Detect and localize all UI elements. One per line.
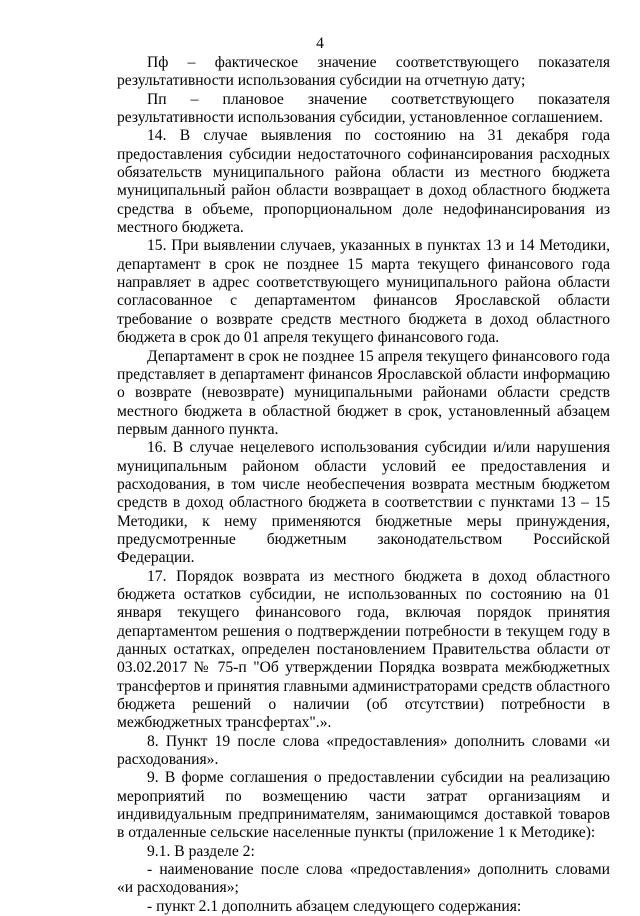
paragraph-name-amendment: - наименование после слова «предоставления» дополнить словами «и расходования»; bbox=[117, 861, 610, 897]
paragraph-14: 14. В случае выявления по состоянию на 31 декабря года предоставления субсидии недостаточного софинансирования расходных обязательств муниципального района области из местного бюджета муниципальный район области возвращает в доход областного бюджета средства в объеме, пропорциональном доле недофинансирования из местного бюджета. bbox=[117, 127, 610, 237]
paragraph-16: 16. В случае нецелевого использования субсидии и/или нарушения муниципальным районом области условий ее предоставления и расходования, в том числе необеспечения возврата местным бюджетом средств в доход областного бюджета в соответствии с пунктами 13 – 15 Методики, к нему применяются бюджетные меры принуждения, предусмотренные бюджетным законодательством Российской Федерации. bbox=[117, 439, 610, 567]
paragraph-15-department: Департамент в срок не позднее 15 апреля текущего финансового года представляет в департамент финансов Ярославской области информацию о возврате (невозврате) муниципальными районами области средств местного бюджета в областной бюджет в срок, установленный абзацем первым данного пункта. bbox=[117, 347, 610, 438]
paragraph-17: 17. Порядок возврата из местного бюджета в доход областного бюджета остатков субсидии, не использованных по состоянию на 01 января текущего финансового года, включая порядок принятия департаментом решения о подтверждении потребности в текущем году в данных остатках, определен постановлением Правительства области от 03.02.2017 № 75-п "Об утверждении Порядка возврата межбюджетных трансфертов и принятия главными администраторами средств областного бюджета решений о наличии (об отсутствии) потребности в межбюджетных трансфертах".». bbox=[117, 567, 610, 732]
paragraph-15: 15. При выявлении случаев, указанных в пунктах 13 и 14 Методики, департамент в срок не позднее 15 марта текущего финансового года направляет в адрес соответствующего муниципального района области согласованное с департаментом финансов Ярославской области требование о возврате средств местного бюджета в доход областного бюджета в срок до 01 апреля текущего финансового года. bbox=[117, 237, 610, 347]
paragraph-pp-definition: Пп – плановое значение соответствующего показателя результативности использования субсидии, установленное соглашением. bbox=[117, 90, 610, 127]
paragraph-9-1: 9.1. В разделе 2: bbox=[147, 842, 255, 860]
page-number: 4 bbox=[316, 35, 324, 52]
paragraph-2-1-amendment: - пункт 2.1 дополнить абзацем следующего содержания: bbox=[147, 897, 522, 915]
document-body bbox=[117, 54, 610, 916]
paragraph-8: 8. Пункт 19 после слова «предоставления» дополнить словами «и расходования». bbox=[117, 732, 610, 769]
paragraph-9: 9. В форме соглашения о предоставлении субсидии на реализацию мероприятий по возмещению части затрат организациям и индивидуальным предпринимателям, занимающимся доставкой товаров в отдаленные сельские населенные пункты (приложение 1 к Методике): bbox=[117, 769, 610, 842]
paragraph-pf-definition: Пф – фактическое значение соответствующего показателя результативности использования субсидии на отчетную дату; bbox=[117, 54, 610, 90]
